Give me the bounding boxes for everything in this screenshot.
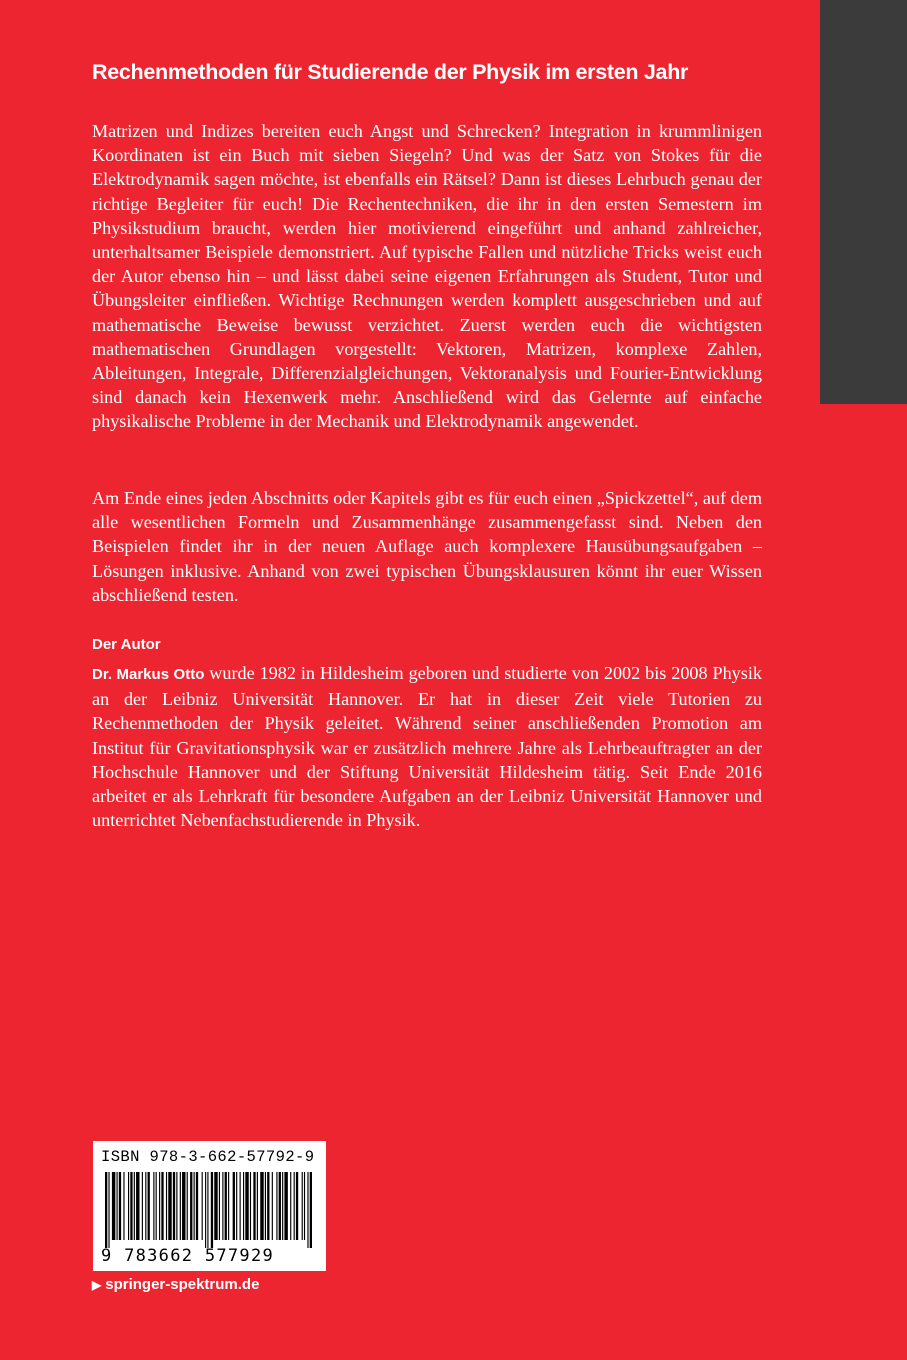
barcode-bar xyxy=(265,1172,266,1240)
barcode-bar xyxy=(190,1172,192,1240)
author-bio-text: wurde 1982 in Hildesheim geboren und studierte von 2002 bis 2008 Physik an der Leibniz Universität Hannover. Er hat in dieser Zeit viele Tutorien zu Rechenmethoden der Physik geleitet. Während seiner anschließenden Promotion am Institut für Gravitationsphysik war er zusätzlich mehrere Jahre als Lehrbeauftragter an der Hochschule Hannover und der Stiftung Universität Hildesheim tätig. Seit Ende 2016 arbeitet er als Lehrkraft für besondere Aufgaben an der Leibniz Universität Hannover und unterrichtet Nebenfachstudierende in Physik. xyxy=(92,663,763,831)
barcode-bar xyxy=(130,1172,132,1240)
barcode-bar xyxy=(250,1172,251,1240)
website-link[interactable]: springer-spektrum.de xyxy=(105,1276,260,1293)
publisher-website[interactable] xyxy=(92,1276,259,1293)
barcode-bar xyxy=(228,1172,229,1240)
author-bio xyxy=(92,661,762,832)
barcode-bar xyxy=(245,1172,248,1240)
isbn-barcode xyxy=(93,1141,326,1271)
barcode-bar xyxy=(276,1172,277,1240)
barcode-bar xyxy=(187,1172,188,1240)
barcode-bar xyxy=(123,1172,124,1240)
barcode-bar xyxy=(214,1172,217,1240)
barcode-bar xyxy=(108,1172,109,1248)
barcode-bar xyxy=(202,1172,203,1240)
barcode-bar xyxy=(196,1172,198,1240)
barcode-bar xyxy=(136,1172,139,1240)
barcode-bar xyxy=(279,1172,281,1240)
barcode-bar xyxy=(207,1172,208,1248)
barcode-bar xyxy=(117,1172,118,1240)
barcode-bar xyxy=(180,1172,181,1240)
barcode-bar xyxy=(112,1172,115,1240)
barcode-bar xyxy=(260,1172,263,1240)
barcode-bar xyxy=(304,1172,305,1240)
barcode-bar xyxy=(243,1172,244,1240)
barcode-bar xyxy=(211,1172,213,1248)
barcode-bar xyxy=(233,1172,235,1240)
barcode-bar xyxy=(156,1172,157,1240)
author-name: Dr. Markus Otto xyxy=(92,666,205,683)
barcode-bar xyxy=(296,1172,298,1240)
barcode-bar xyxy=(182,1172,185,1240)
isbn-label: ISBN 978-3-662-57792-9 xyxy=(101,1148,315,1166)
barcode-digits: 9 783662 577929 xyxy=(101,1246,275,1266)
barcode-bar xyxy=(240,1172,241,1240)
barcode-bar xyxy=(294,1172,295,1240)
barcode-bar xyxy=(302,1172,303,1240)
barcode-bar xyxy=(168,1172,171,1240)
barcode-bar xyxy=(173,1172,175,1240)
barcode-bar xyxy=(145,1172,146,1240)
author-heading: Der Autor xyxy=(92,636,161,653)
barcode-bar xyxy=(128,1172,129,1240)
barcode-bar xyxy=(153,1172,154,1240)
barcode-bar xyxy=(142,1172,143,1240)
barcode-bar xyxy=(267,1172,269,1240)
barcode-bar xyxy=(225,1172,227,1240)
barcode-bar xyxy=(307,1172,308,1248)
description-paragraph-2: Am Ende eines jeden Abschnitts oder Kapitels gibt es für euch einen „Spickzettel“, auf dem alle wesentlichen Formeln und Zusammenhänge zusammengefasst sind. Neben den Beispielen findet ihr in der neuen Auflage auch komplexere Hausübungsaufgaben – Lösungen inklusive. Anhand von zwei typischen Übungsklausuren könnt ihr euer Wissen abschließend testen. xyxy=(92,488,762,605)
barcode-bar xyxy=(290,1172,291,1240)
barcode-bar xyxy=(119,1172,121,1240)
barcode-bar xyxy=(257,1172,258,1240)
barcode-bar xyxy=(222,1172,223,1240)
barcode-bar xyxy=(194,1172,195,1240)
description-paragraph-1: Matrizen und Indizes bereiten euch Angst und Schrecken? Integration in krummlinigen Koordinaten ist ein Buch mit sieben Siegeln? Und was der Satz von Stokes für die Elektrodynamik sagen möchte, ist ebenfalls ein Rätsel? Dann ist dieses Lehrbuch genau der richtige Begleiter für euch! Die Rechentechniken, die ihr in den ersten Semestern im Physikstudium braucht, werden hier motivierend eingeführt und anhand zahlreicher, unterhaltsamer Beispiele demonstriert. Auf typische Fallen und nützliche Tricks weist euch der Autor ebenso hin – und lässt dabei seine eigenen Erfahrungen als Student, Tutor und Übungsleiter einfließen. Wichtige Rechnungen werden komplett ausgeschrieben und auf mathematische Beweise bewusst verzichtet. Zuerst werden euch die wichtigsten mathematischen Grundlagen vorgestellt: Vektoren, Matrizen, komplexe Zahlen, Ableitungen, Integrale, Differenzialgleichungen, Vektoranalysis und Fourier-Entwicklung sind danach kein Hexenwerk mehr. Anschließend wird das Gelernte auf einfache physikalische Probleme in der Mechanik und Elektrodynamik angewendet. xyxy=(92,121,762,432)
barcode-bar xyxy=(284,1172,287,1240)
barcode-bars xyxy=(101,1172,318,1248)
dark-corner-block xyxy=(820,0,907,404)
barcode-bar xyxy=(105,1172,107,1248)
barcode-bar xyxy=(282,1172,283,1240)
barcode-bar xyxy=(161,1172,163,1240)
barcode-bar xyxy=(253,1172,255,1240)
triangle-right-icon: ▶ xyxy=(92,1277,102,1292)
barcode-bar xyxy=(219,1172,220,1240)
barcode-bar xyxy=(310,1172,312,1248)
barcode-bar xyxy=(205,1172,206,1248)
barcode-bar xyxy=(148,1172,150,1240)
barcode-bar xyxy=(236,1172,237,1240)
barcode-bar xyxy=(134,1172,135,1240)
barcode-bar xyxy=(166,1172,167,1240)
barcode-bar xyxy=(159,1172,160,1240)
barcode-bar xyxy=(176,1172,177,1240)
barcode-bar xyxy=(272,1172,273,1240)
book-title: Rechenmethoden für Studierende der Physik im ersten Jahr xyxy=(92,60,689,84)
